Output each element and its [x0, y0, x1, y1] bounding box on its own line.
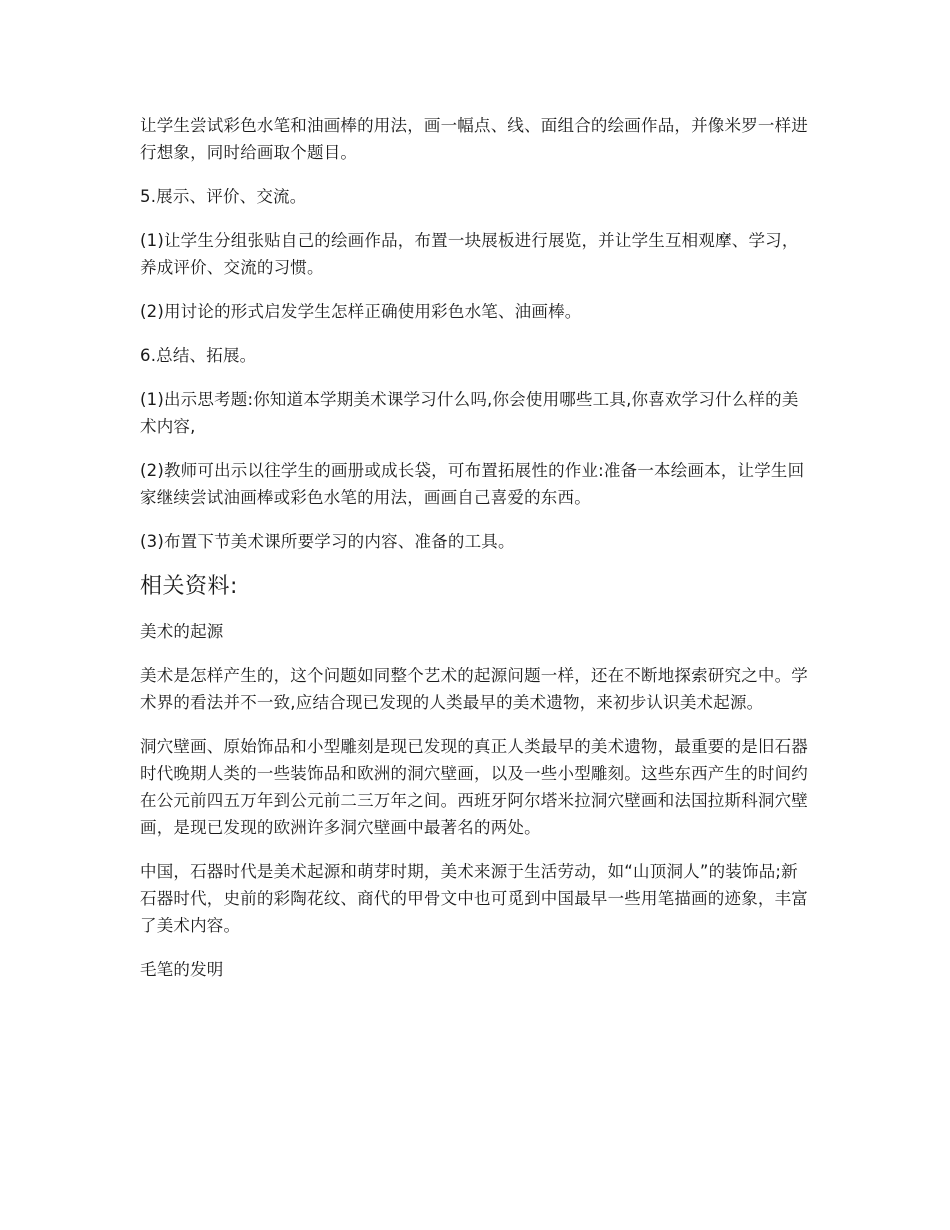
- step-5-item-2: (2)用讨论的形式启发学生怎样正确使用彩色水笔、油画棒。: [140, 302, 582, 321]
- paragraph-intro: 让学生尝试彩色水笔和油画棒的用法，画一幅点、线、面组合的绘画作品，并像米罗一样进行想象，同时给画取个题目。: [140, 116, 808, 162]
- step-6-item-1: (1)出示思考题:你知道本学期美术课学习什么吗,你会使用哪些工具,你喜欢学习什么样的美术内容,: [140, 390, 799, 436]
- section-heading-related-materials: 相关资料:: [140, 574, 238, 599]
- subheading-brush-invention: 毛笔的发明: [140, 960, 224, 979]
- subheading-art-origin: 美术的起源: [140, 622, 224, 641]
- paragraph-art-origin: 美术是怎样产生的，这个问题如同整个艺术的起源问题一样，还在不断地探索研究之中。学术界的看法并不一致,应结合现已发现的人类最早的美术遗物，来初步认识美术起源。: [140, 666, 808, 712]
- paragraph-cave-paintings: 洞穴壁画、原始饰品和小型雕刻是现已发现的真正人类最早的美术遗物，最重要的是旧石器时代晚期人类的一些装饰品和欧洲的洞穴壁画，以及一些小型雕刻。这些东西产生的时间约在公元前四五万年到公元前二三万年之间。西班牙阿尔塔米拉洞穴壁画和法国拉斯科洞穴壁画，是现已发现的欧洲许多洞穴壁画中最著名的两处。: [140, 737, 808, 837]
- step-5-heading: 5.展示、评价、交流。: [140, 187, 307, 206]
- step-5-item-1: (1)让学生分组张贴自己的绘画作品，布置一块展板进行展览，并让学生互相观摩、学习，养成评价、交流的习惯。: [140, 231, 799, 277]
- step-6-heading: 6.总结、拓展。: [140, 346, 257, 365]
- step-6-item-2: (2)教师可出示以往学生的画册或成长袋，可布置拓展性的作业:准备一本绘画本，让学生回家继续尝试油画棒或彩色水笔的用法，画画自己喜爱的东西。: [140, 461, 805, 507]
- step-6-item-3: (3)布置下节美术课所要学习的内容、准备的工具。: [140, 532, 515, 551]
- document-page: [140, 112, 812, 1000]
- paragraph-china-stone-age: 中国，石器时代是美术起源和萌芽时期，美术来源于生活劳动，如“山顶洞人”的装饰品;新石器时代，史前的彩陶花纹、商代的甲骨文中也可觅到中国最早一些用笔描画的迹象，丰富了美术内容。: [140, 862, 808, 935]
